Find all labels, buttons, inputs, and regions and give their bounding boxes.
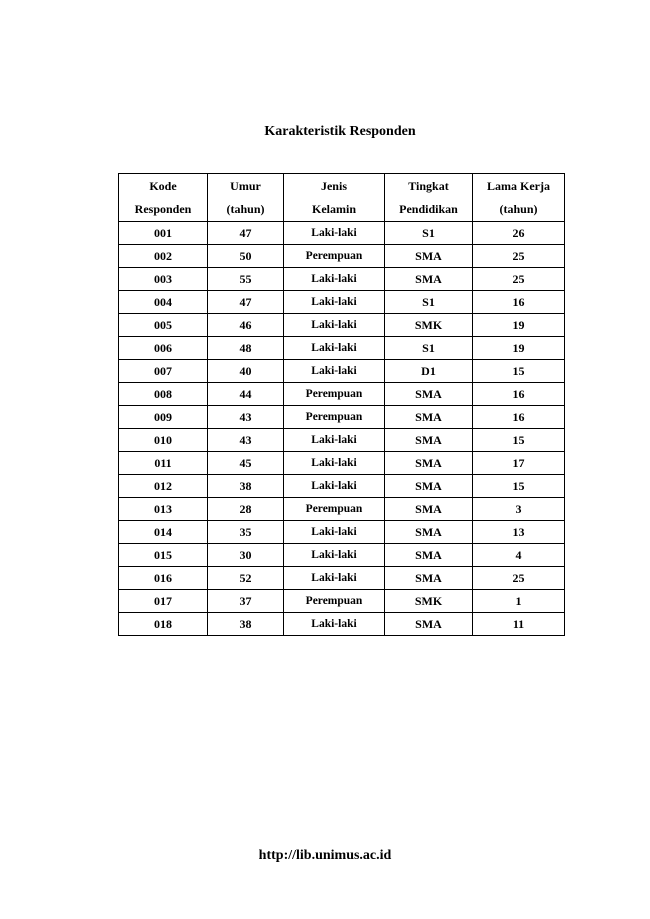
cell-jenis-kelamin: Laki-laki [284, 521, 385, 544]
cell-kode: 017 [119, 590, 208, 613]
cell-umur: 30 [208, 544, 284, 567]
cell-jenis-kelamin: Laki-laki [284, 475, 385, 498]
table-row [119, 613, 565, 636]
cell-kode: 018 [119, 613, 208, 636]
cell-umur: 46 [208, 314, 284, 337]
cell-lama-kerja: 11 [473, 613, 565, 636]
cell-jenis-kelamin: Laki-laki [284, 360, 385, 383]
table-row [119, 337, 565, 360]
header-lama-kerja [473, 174, 565, 222]
cell-umur: 45 [208, 452, 284, 475]
table-row [119, 291, 565, 314]
cell-umur: 28 [208, 498, 284, 521]
header-label-line: Umur [230, 178, 261, 193]
cell-lama-kerja: 13 [473, 521, 565, 544]
header-label-line: Pendidikan [399, 201, 458, 216]
cell-jenis-kelamin: Laki-laki [284, 452, 385, 475]
cell-kode: 009 [119, 406, 208, 429]
cell-jenis-kelamin: Laki-laki [284, 291, 385, 314]
cell-tingkat-pendidikan: SMA [385, 567, 473, 590]
cell-kode: 011 [119, 452, 208, 475]
cell-jenis-kelamin: Laki-laki [284, 222, 385, 245]
table-row [119, 521, 565, 544]
cell-tingkat-pendidikan: SMA [385, 452, 473, 475]
cell-tingkat-pendidikan: SMK [385, 314, 473, 337]
cell-tingkat-pendidikan: SMA [385, 245, 473, 268]
header-label-line: Tingkat [408, 178, 449, 193]
cell-lama-kerja: 25 [473, 245, 565, 268]
cell-umur: 52 [208, 567, 284, 590]
cell-tingkat-pendidikan: SMA [385, 544, 473, 567]
table-header [119, 174, 565, 222]
table-row [119, 406, 565, 429]
cell-umur: 43 [208, 406, 284, 429]
cell-kode: 007 [119, 360, 208, 383]
cell-lama-kerja: 19 [473, 337, 565, 360]
table-body [119, 222, 565, 636]
header-jenis-kelamin [284, 174, 385, 222]
cell-umur: 47 [208, 291, 284, 314]
cell-kode: 006 [119, 337, 208, 360]
footer-url: http://lib.unimus.ac.id [258, 848, 392, 863]
cell-jenis-kelamin: Laki-laki [284, 429, 385, 452]
cell-umur: 48 [208, 337, 284, 360]
table-row [119, 590, 565, 613]
header-label-line: (tahun) [226, 201, 265, 216]
table-row [119, 429, 565, 452]
table-row [119, 314, 565, 337]
cell-lama-kerja: 16 [473, 406, 565, 429]
header-label-line: Kode [149, 178, 177, 193]
cell-kode: 003 [119, 268, 208, 291]
cell-umur: 50 [208, 245, 284, 268]
cell-kode: 013 [119, 498, 208, 521]
cell-lama-kerja: 15 [473, 360, 565, 383]
cell-tingkat-pendidikan: SMA [385, 613, 473, 636]
cell-tingkat-pendidikan: SMK [385, 590, 473, 613]
table-row [119, 475, 565, 498]
cell-kode: 016 [119, 567, 208, 590]
cell-umur: 43 [208, 429, 284, 452]
cell-lama-kerja: 26 [473, 222, 565, 245]
cell-jenis-kelamin: Laki-laki [284, 567, 385, 590]
cell-tingkat-pendidikan: SMA [385, 268, 473, 291]
cell-lama-kerja: 3 [473, 498, 565, 521]
cell-lama-kerja: 16 [473, 291, 565, 314]
header-label-line: Responden [134, 201, 192, 216]
cell-umur: 55 [208, 268, 284, 291]
header-label-line: Kelamin [312, 201, 356, 216]
cell-umur: 38 [208, 613, 284, 636]
cell-kode: 002 [119, 245, 208, 268]
cell-lama-kerja: 15 [473, 429, 565, 452]
cell-tingkat-pendidikan: S1 [385, 337, 473, 360]
table-row [119, 498, 565, 521]
cell-lama-kerja: 19 [473, 314, 565, 337]
cell-jenis-kelamin: Laki-laki [284, 314, 385, 337]
cell-kode: 008 [119, 383, 208, 406]
header-umur [208, 174, 284, 222]
cell-tingkat-pendidikan: S1 [385, 291, 473, 314]
table-row [119, 567, 565, 590]
cell-jenis-kelamin: Laki-laki [284, 268, 385, 291]
cell-lama-kerja: 16 [473, 383, 565, 406]
respondent-characteristics-table [118, 173, 565, 636]
cell-kode: 012 [119, 475, 208, 498]
cell-lama-kerja: 1 [473, 590, 565, 613]
cell-lama-kerja: 15 [473, 475, 565, 498]
table-row [119, 360, 565, 383]
table-row [119, 452, 565, 475]
table-header-row [119, 174, 565, 222]
cell-jenis-kelamin: Perempuan [284, 406, 385, 429]
cell-tingkat-pendidikan: SMA [385, 498, 473, 521]
header-label-line: Jenis [320, 178, 347, 193]
header-label-line: (tahun) [499, 201, 538, 216]
cell-kode: 014 [119, 521, 208, 544]
cell-jenis-kelamin: Laki-laki [284, 544, 385, 567]
cell-jenis-kelamin: Perempuan [284, 498, 385, 521]
cell-umur: 47 [208, 222, 284, 245]
cell-umur: 44 [208, 383, 284, 406]
cell-lama-kerja: 25 [473, 268, 565, 291]
cell-kode: 005 [119, 314, 208, 337]
cell-kode: 015 [119, 544, 208, 567]
header-label-line: Lama Kerja [487, 178, 550, 193]
cell-jenis-kelamin: Laki-laki [284, 337, 385, 360]
header-kode-responden [119, 174, 208, 222]
table-row [119, 245, 565, 268]
cell-tingkat-pendidikan: SMA [385, 429, 473, 452]
table-row [119, 222, 565, 245]
table-row [119, 544, 565, 567]
cell-jenis-kelamin: Perempuan [284, 383, 385, 406]
cell-lama-kerja: 25 [473, 567, 565, 590]
cell-kode: 004 [119, 291, 208, 314]
cell-tingkat-pendidikan: SMA [385, 383, 473, 406]
cell-jenis-kelamin: Perempuan [284, 590, 385, 613]
cell-jenis-kelamin: Laki-laki [284, 613, 385, 636]
header-tingkat-pendidikan [385, 174, 473, 222]
cell-tingkat-pendidikan: SMA [385, 406, 473, 429]
cell-tingkat-pendidikan: SMA [385, 475, 473, 498]
cell-kode: 001 [119, 222, 208, 245]
cell-tingkat-pendidikan: S1 [385, 222, 473, 245]
cell-kode: 010 [119, 429, 208, 452]
cell-tingkat-pendidikan: D1 [385, 360, 473, 383]
cell-lama-kerja: 4 [473, 544, 565, 567]
cell-umur: 38 [208, 475, 284, 498]
page-title: Karakteristik Responden [264, 124, 416, 139]
cell-lama-kerja: 17 [473, 452, 565, 475]
cell-umur: 40 [208, 360, 284, 383]
cell-tingkat-pendidikan: SMA [385, 521, 473, 544]
table-row [119, 383, 565, 406]
table-row [119, 268, 565, 291]
cell-umur: 35 [208, 521, 284, 544]
cell-umur: 37 [208, 590, 284, 613]
cell-jenis-kelamin: Perempuan [284, 245, 385, 268]
